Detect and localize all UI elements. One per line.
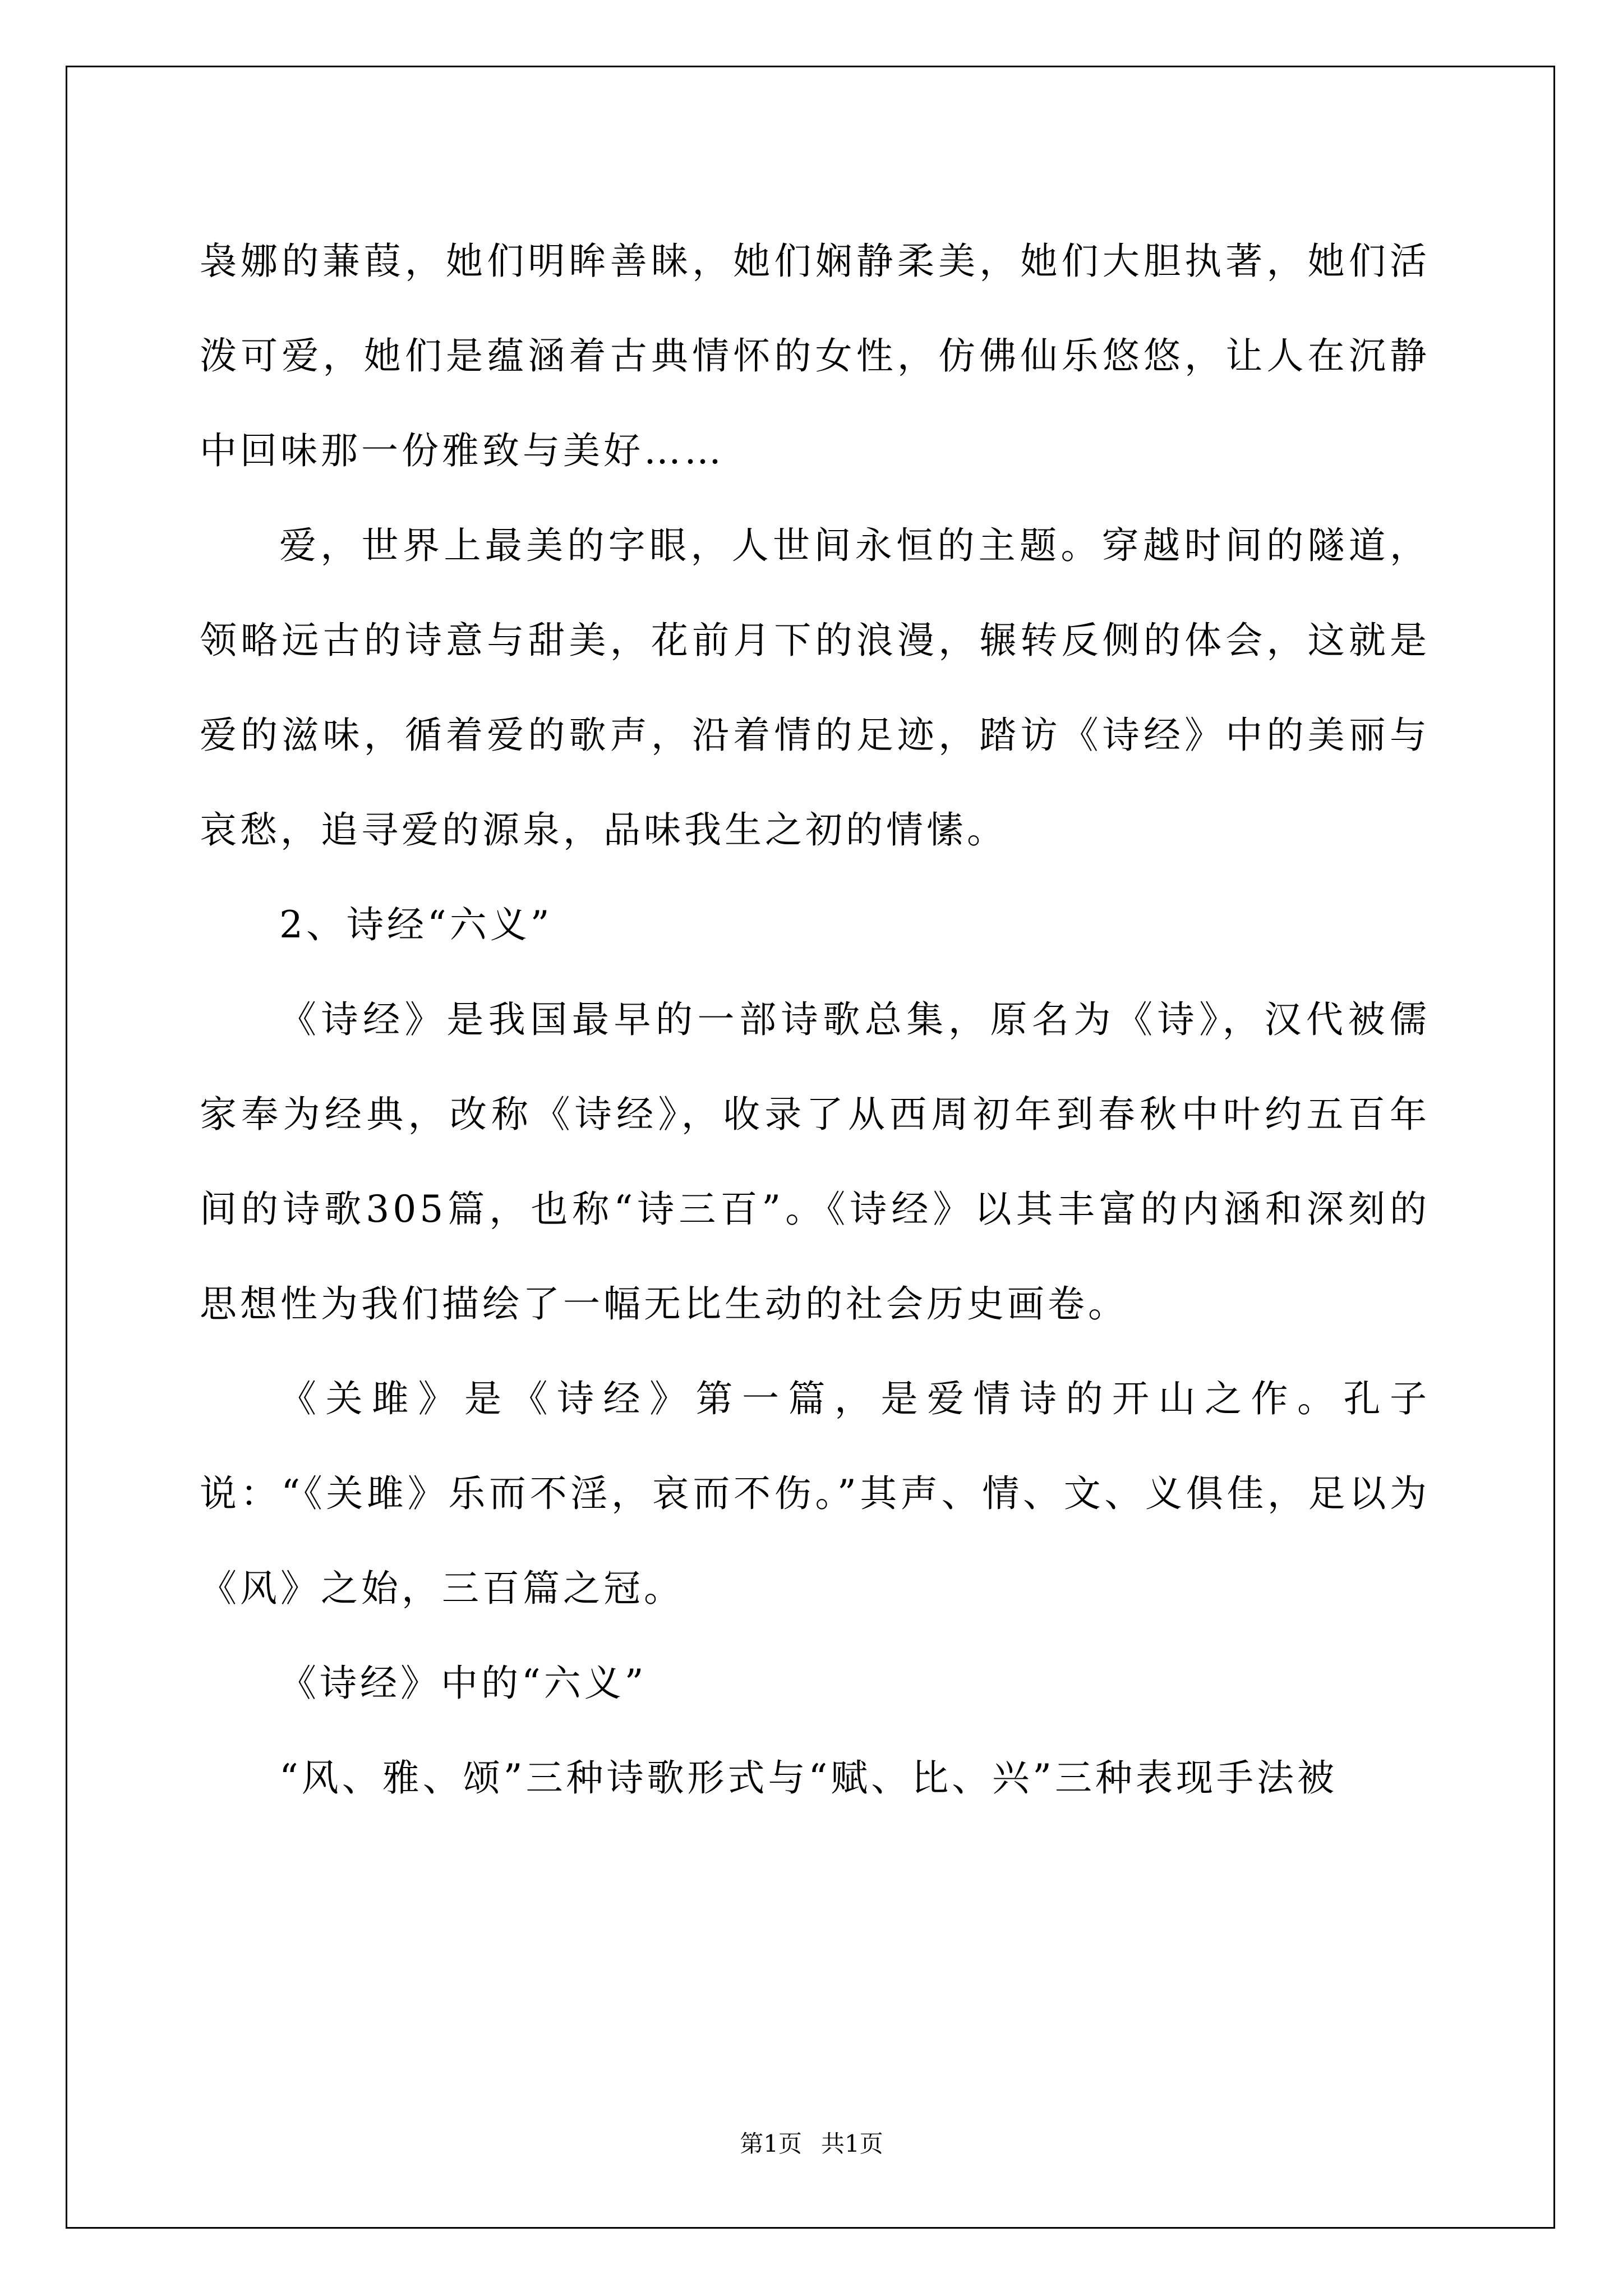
- page-footer: [0, 2129, 1623, 2159]
- paragraph: 《关雎》是《诗经》第一篇，是爱情诗的开山之作。孔子说：“《关雎》乐而不淫，哀而不伤。”其声、情、文、义俱佳，足以为《风》之始，三百篇之冠。: [200, 1377, 1430, 1610]
- paragraph: 爱，世界上最美的字眼，人世间永恒的主题。穿越时间的隧道，领略远古的诗意与甜美，花前月下的浪漫，辗转反侧的体会，这就是爱的滋味，循着爱的歌声，沿着情的足迹，踏访《诗经》中的美丽与哀愁，追寻爱的源泉，品味我生之初的情愫。: [200, 524, 1430, 852]
- paragraph: 《诗经》是我国最早的一部诗歌总集，原名为《诗》，汉代被儒家奉为经典，改称《诗经》，收录了从西周初年到春秋中叶约五百年间的诗歌305篇，也称“诗三百”。《诗经》以其丰富的内涵和深刻的思想性为我们描绘了一幅无比生动的社会历史画卷。: [200, 998, 1430, 1326]
- page-number: 第1页: [740, 2130, 802, 2157]
- document-body: [200, 214, 1430, 1825]
- subheading: 《诗经》中的“六义”: [279, 1662, 647, 1705]
- section-heading: 2、诗经“六义”: [279, 903, 553, 946]
- paragraph: 袅娜的蒹葭，她们明眸善睐，她们娴静柔美，她们大胆执著，她们活泼可爱，她们是蕴涵着古典情怀的女性，仿佛仙乐悠悠，让人在沉静中回味那一份雅致与美好……: [200, 240, 1430, 472]
- page-total: 共1页: [821, 2130, 883, 2157]
- paragraph: “风、雅、颂”三种诗歌形式与“赋、比、兴”三种表现手法被: [279, 1756, 1338, 1800]
